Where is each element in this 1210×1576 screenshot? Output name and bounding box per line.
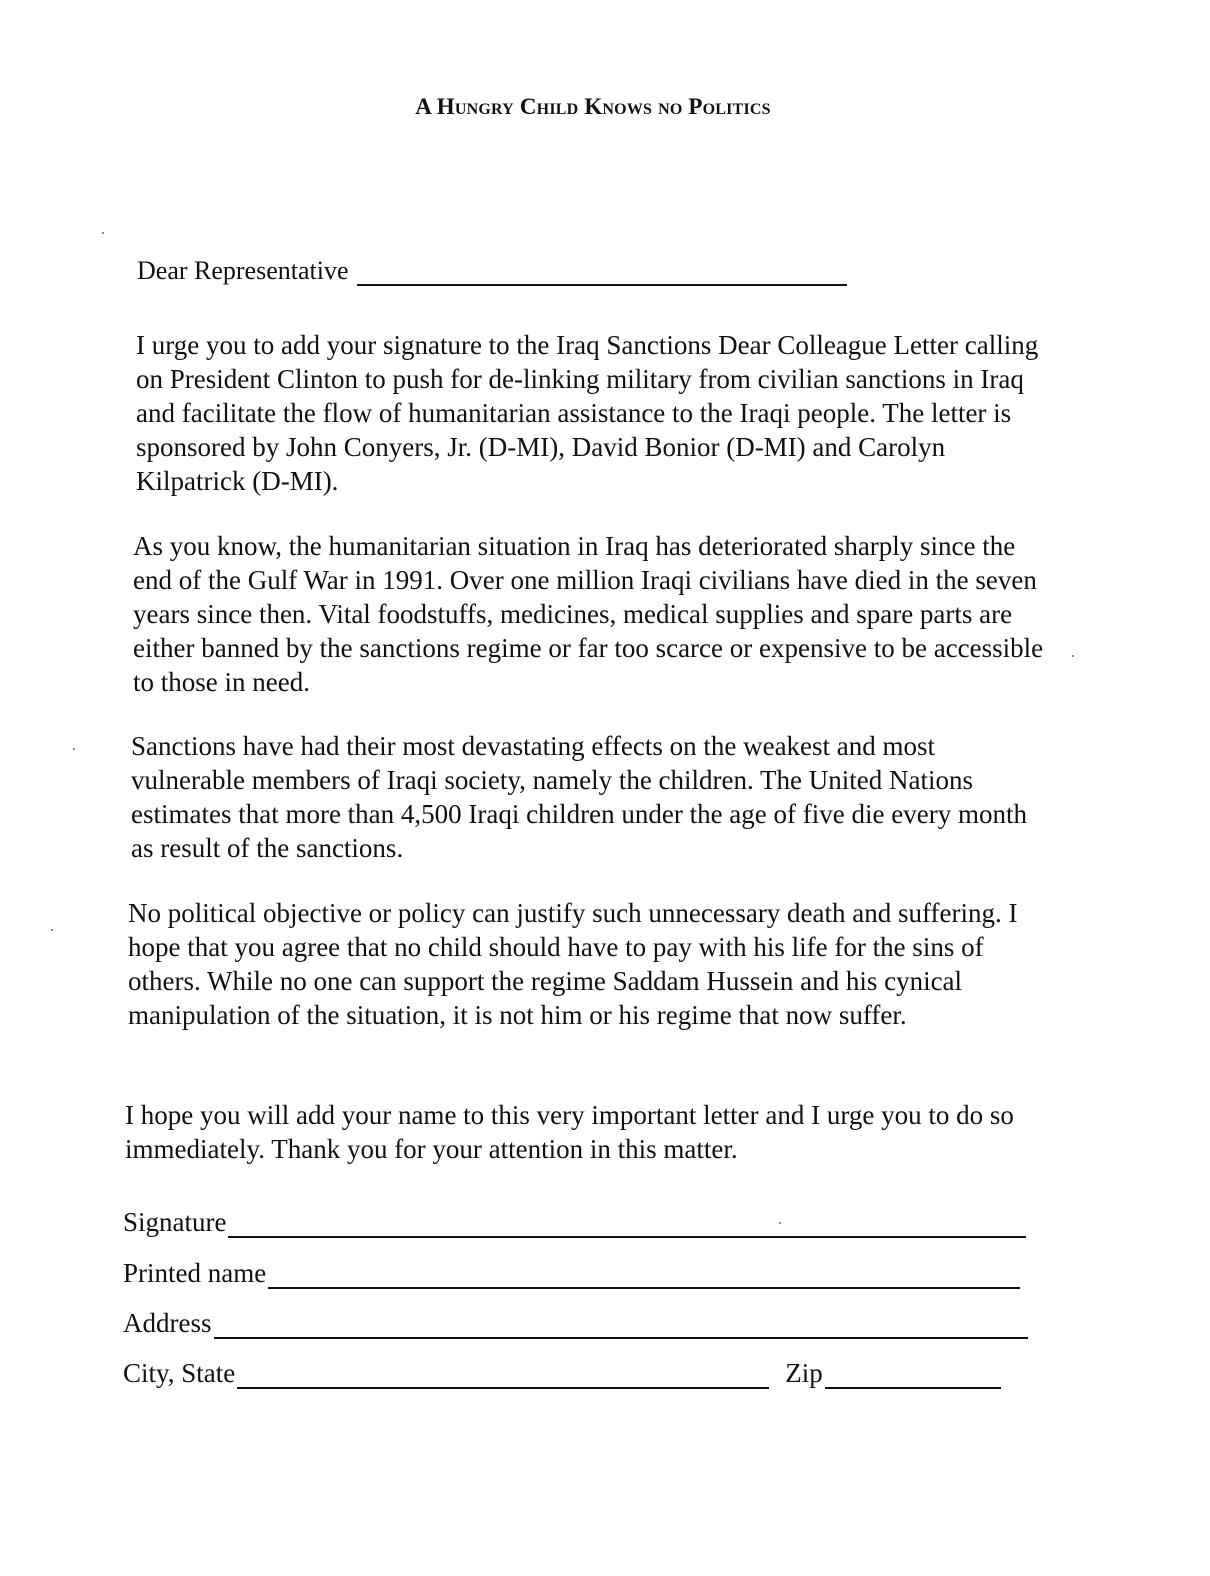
representative-name-blank[interactable] <box>357 258 847 286</box>
printed-name-label: Printed name <box>123 1258 267 1288</box>
scan-speck <box>102 232 104 234</box>
address-row <box>123 1308 1028 1339</box>
city-state-label: City, State <box>123 1358 236 1388</box>
salutation <box>137 256 847 286</box>
printed-name-row <box>123 1258 1020 1289</box>
signature-field[interactable] <box>228 1212 1026 1238</box>
zip-field[interactable] <box>825 1363 1001 1389</box>
document-title: A Hungry Child Knows no Politics <box>415 94 771 119</box>
paragraph-objective: No political objective or policy can justify such unnecessary death and suffering. I hope that you agree that no child should have to pay with his life for the sins of others. While no one can support the regime Saddam Hussein and his cynical manipulation of the situation, it is not him or his regime that now suffer. <box>128 898 1018 1030</box>
paragraph-children: Sanctions have had their most devastating effects on the weakest and most vulnerable members of Iraqi society, namely the children. The United Nations estimates that more than 4,500 Iraqi children under the age of five die every month as result of the sanctions. <box>131 731 1027 863</box>
paragraph-closing: I hope you will add your name to this very important letter and I urge you to do so immediately. Thank you for your attention in this matter. <box>125 1100 1014 1164</box>
scan-speck <box>1072 655 1074 657</box>
paragraph-situation: As you know, the humanitarian situation in Iraq has deteriorated sharply since the end of the Gulf War in 1991. Over one million Iraqi civilians have died in the seven years since then. Vital foodstuffs, medicines, medical supplies and spare parts are either banned by the sanctions regime or far too scarce or expensive to be accessible to those in need. <box>133 531 1044 697</box>
scan-speck <box>51 929 53 931</box>
scan-speck <box>73 748 75 750</box>
city-state-field[interactable] <box>237 1363 769 1389</box>
signature-row <box>123 1207 1026 1238</box>
address-label: Address <box>123 1308 212 1338</box>
city-state-zip-row <box>123 1358 1001 1389</box>
zip-label: Zip <box>785 1358 823 1388</box>
address-field[interactable] <box>214 1313 1028 1339</box>
signature-label: Signature <box>123 1207 227 1237</box>
printed-name-field[interactable] <box>268 1263 1020 1289</box>
scan-speck <box>779 1222 781 1224</box>
paragraph-request: I urge you to add your signature to the Iraq Sanctions Dear Colleague Letter calling on President Clinton to push for de-linking military from civilian sanctions in Iraq and facilitate the flow of humanitarian assistance to the Iraqi people. The letter is sponsored by John Conyers, Jr. (D-MI), David Bonior (D-MI) and Carolyn Kilpatrick (D-MI). <box>136 330 1039 496</box>
salutation-label: Dear Representative <box>137 256 349 285</box>
